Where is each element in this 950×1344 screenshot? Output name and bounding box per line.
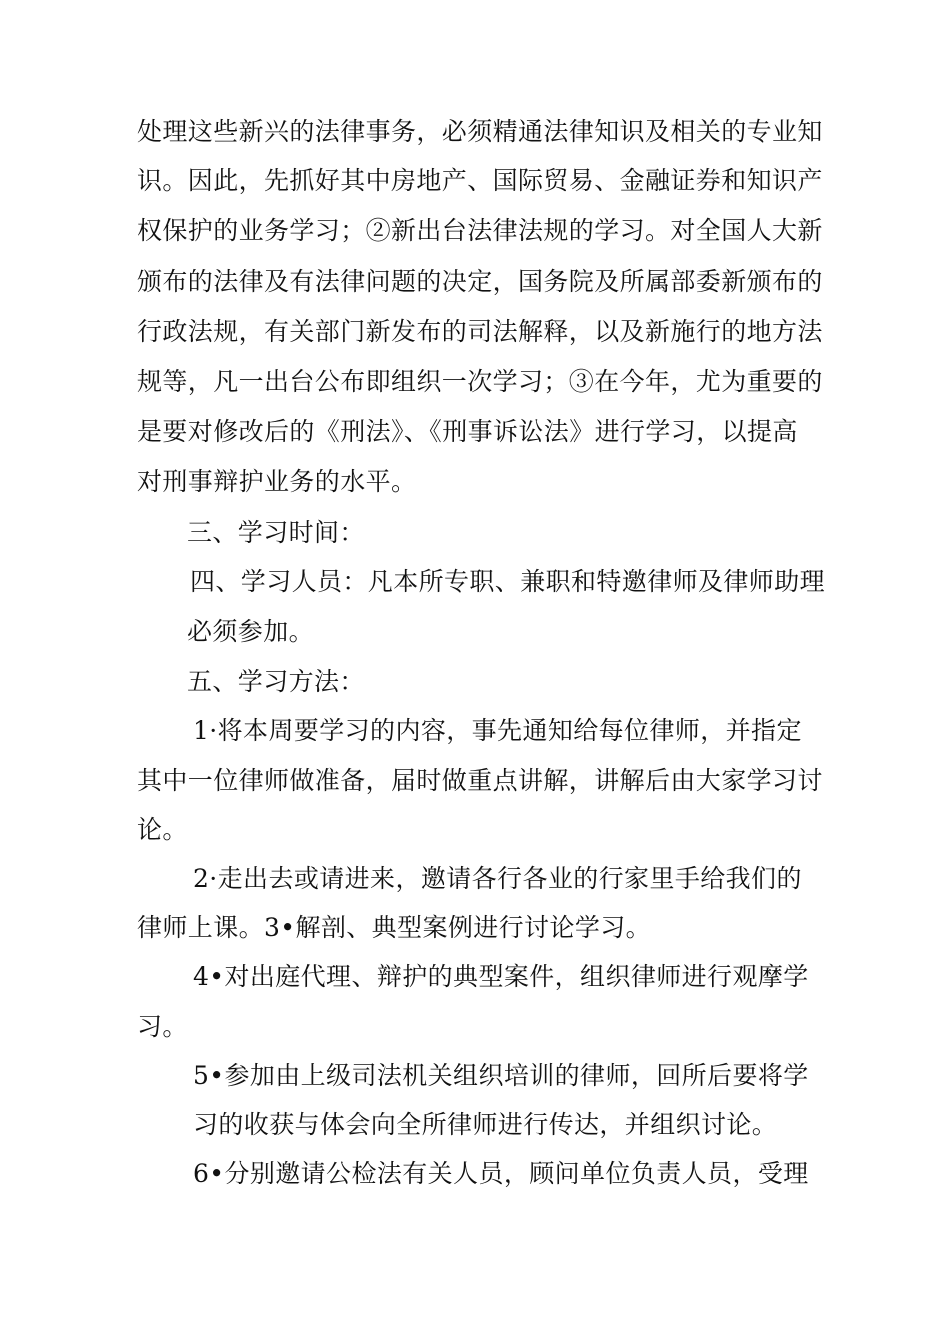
text-line-2: 识。因此，先抓好其中房地产、国际贸易、金融证券和知识产 <box>137 166 823 195</box>
method-item-1-cont-1: 其中一位律师做准备，届时做重点讲解，讲解后由大家学习讨 <box>137 766 823 795</box>
method-item-4: 4•对出庭代理、辩护的典型案件，组织律师进行观摩学 <box>193 962 809 991</box>
text-line-7: 是要对修改后的《刑法》、《刑事诉讼法》进行学习，以提高 <box>137 417 798 446</box>
text-line-4: 颁布的法律及有法律问题的决定，国务院及所属部委新颁布的 <box>137 267 823 296</box>
method-item-4-cont: 习。 <box>137 1012 188 1041</box>
method-item-5-cont: 习的收获与体会向全所律师进行传达，并组织讨论。 <box>193 1110 778 1139</box>
method-item-2-cont: 律师上课。3•解剖、典型案例进行讨论学习。 <box>137 913 652 942</box>
text-line-personnel-cont: 必须参加。 <box>187 617 315 646</box>
method-item-2: 2·走出去或请进来，邀请各行各业的行家里手给我们的 <box>193 864 802 893</box>
section-heading-personnel: 四、学习人员：凡本所专职、兼职和特邀律师及律师助理 <box>190 567 826 596</box>
text-line-5: 行政法规，有关部门新发布的司法解释，以及新施行的地方法 <box>137 317 823 346</box>
text-line-3: 权保护的业务学习；②新出台法律法规的学习。对全国人大新 <box>137 216 823 245</box>
method-item-6: 6•分别邀请公检法有关人员，顾问单位负责人员，受理 <box>193 1159 809 1188</box>
text-line-6: 规等，凡一出台公布即组织一次学习；③在今年，尤为重要的 <box>137 367 823 396</box>
text-line-8: 对刑事辩护业务的水平。 <box>137 467 417 496</box>
method-item-1-cont-2: 论。 <box>137 815 188 844</box>
method-item-5: 5•参加由上级司法机关组织培训的律师，回所后要将学 <box>193 1061 809 1090</box>
section-heading-time: 三、学习时间： <box>187 518 365 547</box>
text-line-1: 处理这些新兴的法律事务，必须精通法律知识及相关的专业知 <box>137 117 823 146</box>
section-heading-method: 五、学习方法： <box>187 667 365 696</box>
method-item-1: 1·将本周要学习的内容，事先通知给每位律师，并指定 <box>193 716 802 745</box>
